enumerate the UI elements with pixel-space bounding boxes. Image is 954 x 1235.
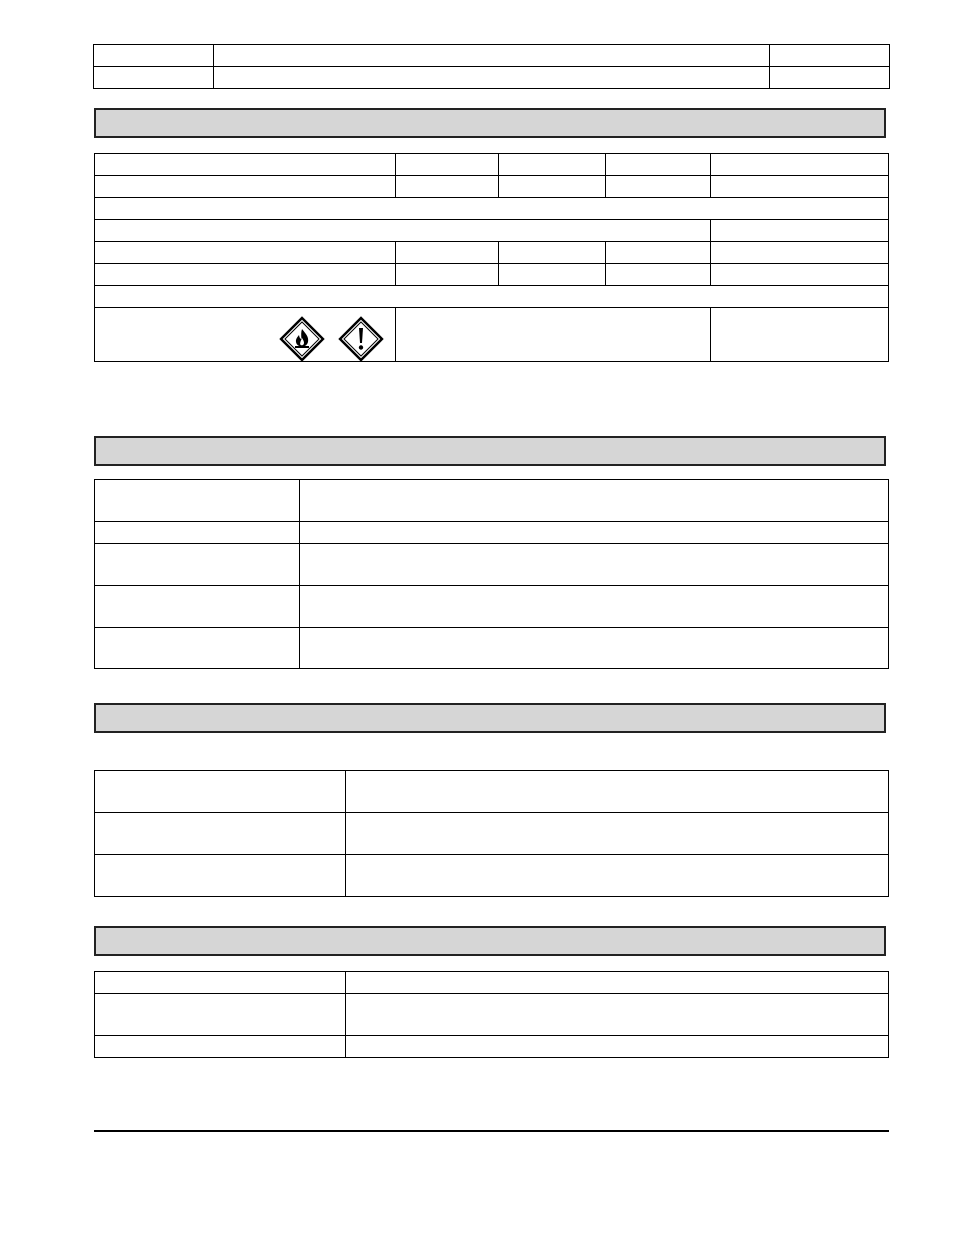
table-cell <box>396 264 499 286</box>
table-cell <box>499 242 606 264</box>
table-cell <box>95 544 300 586</box>
exclamation-pictogram-icon <box>338 316 384 362</box>
header-cell <box>770 67 890 89</box>
table-cell <box>346 771 889 813</box>
table-cell <box>396 176 499 198</box>
table-cell <box>300 628 889 669</box>
section-header <box>94 703 886 733</box>
table-cell <box>300 522 889 544</box>
table-cell <box>346 1036 889 1058</box>
table-cell <box>300 544 889 586</box>
header-cell <box>214 67 770 89</box>
table-cell <box>95 855 346 897</box>
table-cell <box>396 308 711 362</box>
section-header <box>94 436 886 466</box>
table-cell <box>346 813 889 855</box>
footer-divider <box>94 1130 889 1132</box>
table-cell <box>606 264 711 286</box>
table-cell <box>95 994 346 1036</box>
table-cell <box>396 242 499 264</box>
information-table <box>94 479 889 669</box>
classification-table <box>94 153 889 362</box>
header-cell <box>770 45 890 67</box>
table-cell <box>499 154 606 176</box>
table-cell <box>346 855 889 897</box>
table-cell <box>711 242 889 264</box>
table-cell <box>300 586 889 628</box>
table-cell <box>95 286 889 308</box>
table-cell <box>95 480 300 522</box>
table-cell <box>606 154 711 176</box>
table-cell <box>95 220 711 242</box>
table-cell <box>95 813 346 855</box>
table-cell <box>95 628 300 669</box>
header-cell <box>214 45 770 67</box>
table-cell <box>711 308 889 362</box>
table-cell <box>346 972 889 994</box>
document-header-table <box>93 44 890 89</box>
table-cell <box>711 176 889 198</box>
table-cell <box>95 586 300 628</box>
table-cell <box>606 176 711 198</box>
table-cell <box>95 264 396 286</box>
table-cell <box>95 1036 346 1058</box>
table-cell <box>711 220 889 242</box>
table-cell <box>300 480 889 522</box>
table-cell <box>499 176 606 198</box>
table-cell <box>396 154 499 176</box>
table-cell <box>95 972 346 994</box>
table-cell <box>95 198 889 220</box>
table-cell <box>95 522 300 544</box>
table-cell <box>606 242 711 264</box>
section-header <box>94 926 886 956</box>
table-cell <box>95 176 396 198</box>
table-cell <box>346 994 889 1036</box>
header-cell <box>94 67 214 89</box>
section-header <box>94 108 886 138</box>
table-cell <box>711 154 889 176</box>
details-table <box>94 971 889 1058</box>
header-cell <box>94 45 214 67</box>
table-cell <box>95 771 346 813</box>
table-cell <box>95 154 396 176</box>
table-cell <box>499 264 606 286</box>
measures-table <box>94 770 889 897</box>
table-cell <box>711 264 889 286</box>
flame-pictogram-icon <box>279 316 325 362</box>
table-cell <box>95 242 396 264</box>
